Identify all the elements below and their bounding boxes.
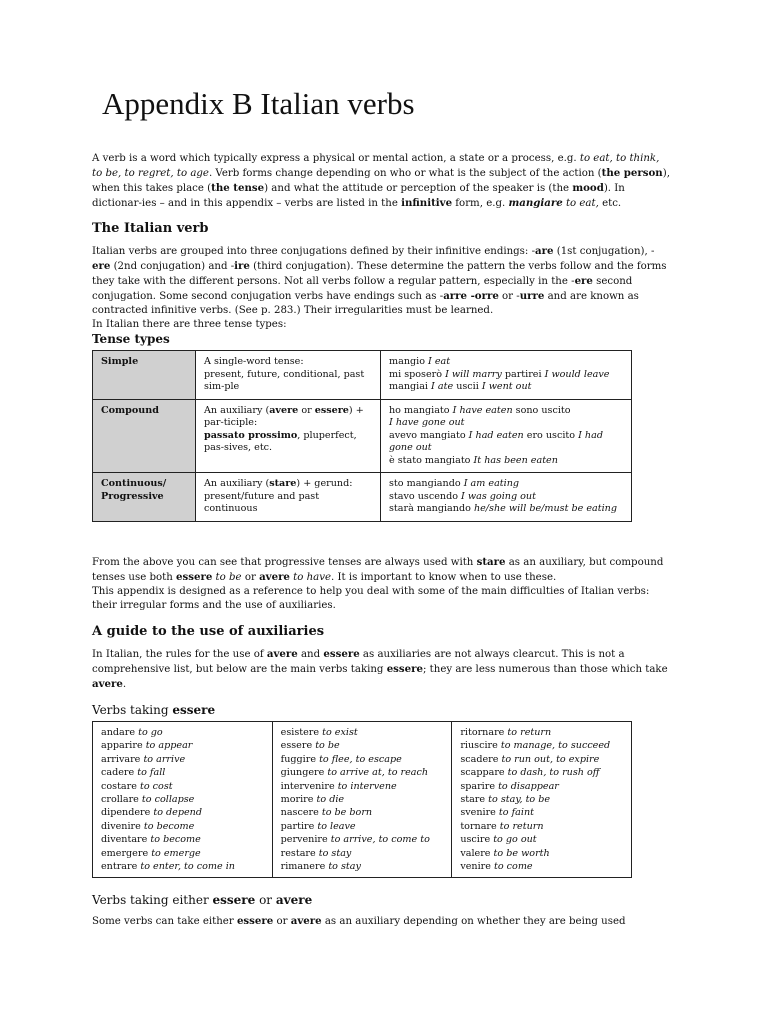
desc-text: present/future and past continuous [204,490,320,514]
verb-infinitive: andare [101,727,136,738]
example-it: uscii [453,381,482,392]
intro-text: A verb is a word which typically express a physical or mental action, a state or a process, e.g. [92,153,580,164]
verb-entry [281,847,444,860]
aux-avere: avere [290,915,322,927]
table-row [93,351,632,400]
ending-are: are [535,245,554,257]
desc-text: An auxiliary ( [204,478,270,489]
verb-translation: to faint [498,807,534,819]
tense-types-table [92,350,632,522]
example-en: I have gone out [389,417,465,428]
translation: to have [289,572,332,583]
aux-avere: avere [266,648,298,660]
verb-translation: to manage, to succeed [500,740,611,752]
example-line [389,430,623,455]
verb-infinitive: morire [280,794,314,806]
aux-essere: essere [314,404,349,416]
example-line [389,491,623,504]
para-text: In Italian there are three tense types: [92,319,287,330]
desc-text: ) + gerund: [296,478,353,489]
verb-entry [460,847,623,860]
verb-translation: to run out, to expire [501,753,600,765]
example-line [389,478,623,491]
example-it: è stato mangiato [389,454,474,466]
passato-prossimo: passato prossimo [204,429,298,441]
verb-entry [101,793,264,806]
intro-examples: to eat, to think, to be, to regret, to age [92,153,660,179]
verb-translation: to come [493,861,533,873]
example-en: I ate [431,381,454,392]
verb-entry [281,739,444,752]
intro-text: ), when this takes place ( [92,168,670,194]
either-verbs-heading [92,893,312,907]
verb-entry [101,766,264,779]
verbs-column [272,722,452,878]
verb-entry [101,833,264,846]
verb-entry [101,753,264,766]
desc-text: An auxiliary ( [204,404,270,416]
verb-translation: to exist [322,727,358,738]
example-line [389,503,623,516]
example-it: ero uscito [523,429,579,441]
verb-infinitive: diventare [101,834,148,846]
table-row [93,399,632,473]
verb-entry [101,739,264,752]
verb-entry [460,793,623,806]
verb-entry [101,780,264,793]
verb-translation: to cost [139,780,173,792]
ending-ere: ere [574,275,593,287]
example-it: starà mangiando [389,503,474,514]
verb-infinitive: valere [460,847,491,859]
verb-translation: to become [143,820,195,832]
verb-infinitive: arrivare [101,753,141,765]
verb-infinitive: venire [460,861,491,873]
verb-entry [460,780,623,793]
verb-translation: to be [315,740,340,752]
example-en: I have eaten [452,404,513,416]
aux-stare: stare [269,478,297,489]
verb-translation: to become [150,834,201,846]
verb-infinitive: rimanere [280,861,326,873]
aux-essere: essere [176,571,213,583]
table-row [93,473,632,522]
aux-essere: essere [323,648,360,660]
para-text: or - [498,291,520,302]
example-it: partirei [501,368,545,380]
tense-types-heading: Tense types [92,332,170,346]
row-label: Simple [93,351,196,400]
essere-verbs-heading [92,703,215,717]
intro-text: ). In dictionar-ies – and in this appendix – verbs are listed in the [92,183,625,209]
example-line [389,455,623,468]
verb-entry [281,766,444,779]
verb-infinitive: pervenire [280,834,328,846]
example-it: sono uscito [512,404,571,416]
verb-entry [460,833,623,846]
intro-text: . Verb forms change depending on who or what is the subject of the action ( [208,168,602,179]
verb-infinitive: uscire [460,834,491,846]
after-table-paragraph [92,555,672,613]
verb-infinitive: scappare [460,767,505,779]
para-text: In Italian, the rules for the use of [92,649,267,660]
verb-infinitive: tornare [460,820,497,832]
row-examples [381,473,632,522]
verb-infinitive: giungere [280,767,325,779]
verb-infinitive: costare [101,780,137,792]
example-en: I was going out [461,490,536,502]
verb-entry [460,753,623,766]
ending-ere: ere [92,260,111,272]
para-text: (third conjugation). These determine the pattern the verbs follow and the forms they take with the different persons. Not all verbs follow a regular pattern, especially in the - [92,261,667,287]
verb-infinitive: dipendere [101,807,151,819]
verb-infinitive: riuscire [460,740,498,752]
verb-infinitive: essere [280,740,313,752]
verb-entry [460,726,623,739]
heading-bold: essere [212,893,256,907]
verb-infinitive: sparire [460,780,496,792]
either-paragraph [92,914,672,929]
verb-entry [460,820,623,833]
para-text: second conjugation. Some second conjugation verbs have endings such as - [92,276,633,302]
para-text: and [297,649,324,660]
auxiliaries-paragraph [92,647,672,692]
row-label: Continuous/ Progressive [93,473,196,522]
para-text: or [241,572,260,583]
verb-translation: to intervene [337,780,397,792]
section-heading-italian-verb: The Italian verb [92,221,209,236]
para-text: . It is important to know when to use these. [331,572,557,583]
ending-arre-orre: arre -orre [443,290,499,302]
para-text: From the above you can see that progressive tenses are always used with [92,557,477,568]
verbs-column [452,722,632,878]
example-line [389,405,623,418]
verb-entry [101,806,264,819]
verb-entry [281,833,444,846]
verb-translation: to stay, to be [488,794,551,806]
heading-text: or [255,893,276,907]
aux-avere: avere [92,678,123,690]
para-text: ; they are less numerous than those which take [423,664,668,675]
example-line [389,369,623,382]
row-description [196,351,381,400]
example-it: mi sposerò [389,368,446,380]
para-text: (1st conjugation), - [553,246,655,257]
term-tense: the tense [211,182,265,194]
row-label: Compound [93,399,196,473]
row-description [196,473,381,522]
verb-infinitive: cadere [101,767,135,779]
verb-translation: to be worth [493,847,550,859]
conjugation-paragraph [92,244,672,332]
verb-translation: to arrive [143,753,186,765]
verb-infinitive: scadere [460,753,499,765]
verb-entry [460,806,623,819]
page-title: Appendix B Italian verbs [102,86,415,121]
verb-translation: to arrive at, to reach [327,767,429,779]
heading-bold: essere [172,703,216,717]
row-examples [381,351,632,400]
para-text: as an auxiliary, but compound tenses use both [92,557,664,583]
intro-text: ) and what the attitude or perception of the speaker is (the [264,183,573,194]
example-translation: to eat, [562,198,599,209]
example-line [389,381,623,394]
verb-translation: to go [138,727,163,738]
intro-text: form, e.g. [452,198,509,209]
para-text: as auxiliaries are not always clearcut. This is not a comprehensive list, but below are the main verbs taking [92,649,625,675]
verb-infinitive: intervenire [280,780,335,792]
verbs-column [93,722,273,878]
verb-translation: to arrive, to come to [330,834,430,846]
aux-avere: avere [269,404,299,416]
verb-translation: to stay [318,847,352,859]
desc-text: present, future, conditional, past sim-ple [204,368,365,392]
example-en: I eat [428,356,451,367]
term-person: the person [601,167,663,179]
para-text: as an auxiliary depending on whether they are being used [321,916,626,927]
example-en: It has been eaten [473,454,558,466]
aux-essere: essere [236,915,274,927]
verb-infinitive: restare [280,847,316,859]
verb-infinitive: esistere [280,727,320,738]
row-examples [381,399,632,473]
aux-essere: essere [386,663,423,675]
verb-entry [281,780,444,793]
example-it: stavo uscendo [389,490,462,502]
translation: to be [212,572,242,583]
example-it: sto mangiando [389,478,464,489]
verb-entry [101,860,264,873]
verb-infinitive: apparire [101,740,143,752]
verb-translation: to fall [137,767,166,779]
verb-translation: to enter, to come in [140,861,235,873]
verb-entry [101,820,264,833]
aux-avere: avere [259,571,290,583]
term-infinitive: infinitive [401,197,453,209]
example-it: mangiai [389,381,432,392]
desc-text: A single-word tense: [204,356,304,367]
para-text: and are known as contracted infinitive verbs. (See p. 283.) Their irregularities must be learned. [92,291,639,316]
example-en: he/she will be/must be eating [473,503,617,514]
example-en: I went out [481,381,532,392]
verb-translation: to be born [321,807,373,819]
verb-infinitive: entrare [101,861,138,873]
para-text: Some verbs can take either [92,916,237,927]
verb-entry [460,766,623,779]
verb-infinitive: svenire [460,807,496,819]
verb-entry [101,847,264,860]
para-text: This appendix is designed as a reference to help you deal with some of the main difficulties of Italian verbs: their irregular forms and the use of auxiliaries. [92,586,650,611]
verb-infinitive: divenire [101,820,141,832]
ending-ire: ire [234,260,250,272]
verb-translation: to go out [493,834,537,846]
ending-urre: urre [519,290,545,302]
essere-verbs-table [92,721,632,878]
example-en: I had eaten [468,429,524,441]
verb-translation: to leave [317,820,356,832]
intro-paragraph [92,152,672,211]
verb-entry [101,726,264,739]
verb-translation: to flee, to escape [319,753,402,765]
verb-entry [281,793,444,806]
verb-translation: to stay [328,861,361,873]
verb-entry [460,739,623,752]
verb-entry [460,860,623,873]
verb-infinitive: ritornare [460,727,505,738]
aux-stare: stare [476,556,506,568]
section-heading-auxiliaries: A guide to the use of auxiliaries [92,624,325,639]
verb-infinitive: emergere [101,847,149,859]
example-mangiare: mangiare [508,197,563,209]
heading-text: Verbs taking either [92,893,213,907]
verb-translation: to return [507,727,552,738]
example-it: mangio [389,356,429,367]
verb-translation: to appear [145,740,193,752]
term-mood: mood [572,182,604,194]
verb-translation: to return [499,820,544,832]
verb-infinitive: partire [280,820,315,832]
verb-translation: to collapse [141,794,195,806]
verb-infinitive: stare [460,794,486,806]
example-en: I am eating [463,478,520,489]
example-line [389,356,623,369]
verb-entry [281,860,444,873]
para-text: . [122,679,127,690]
verb-translation: to depend [153,807,202,819]
example-it: ho mangiato [389,404,453,416]
para-text: or [273,916,291,927]
para-text: Italian verbs are grouped into three conjugations defined by their infinitive endings: - [92,246,536,257]
example-it: avevo mangiato [389,429,469,441]
verb-infinitive: nascere [280,807,319,819]
example-line [389,417,623,430]
desc-text: or [298,404,315,416]
verb-entry [281,806,444,819]
row-description [196,399,381,473]
heading-text: Verbs taking [92,703,173,717]
verb-translation: to emerge [151,847,201,859]
verb-infinitive: fuggire [280,753,317,765]
verb-entry [281,820,444,833]
verb-entry [281,726,444,739]
example-en: I will marry [445,368,502,380]
desc-text: , pluperfect, pas-sives, etc. [204,429,357,453]
example-en: I had gone out [389,429,603,453]
verb-translation: to disappear [498,780,559,792]
example-en: I would leave [544,368,610,380]
table-row [93,722,632,878]
para-text: (2nd conjugation) and - [110,261,235,272]
verb-translation: to die [316,794,345,806]
heading-bold: avere [275,893,313,907]
verb-entry [281,753,444,766]
verb-infinitive: crollare [101,794,139,806]
intro-text: etc. [598,198,622,209]
verb-translation: to dash, to rush off [507,767,600,779]
desc-text: ) + par-ticiple: [204,404,364,428]
